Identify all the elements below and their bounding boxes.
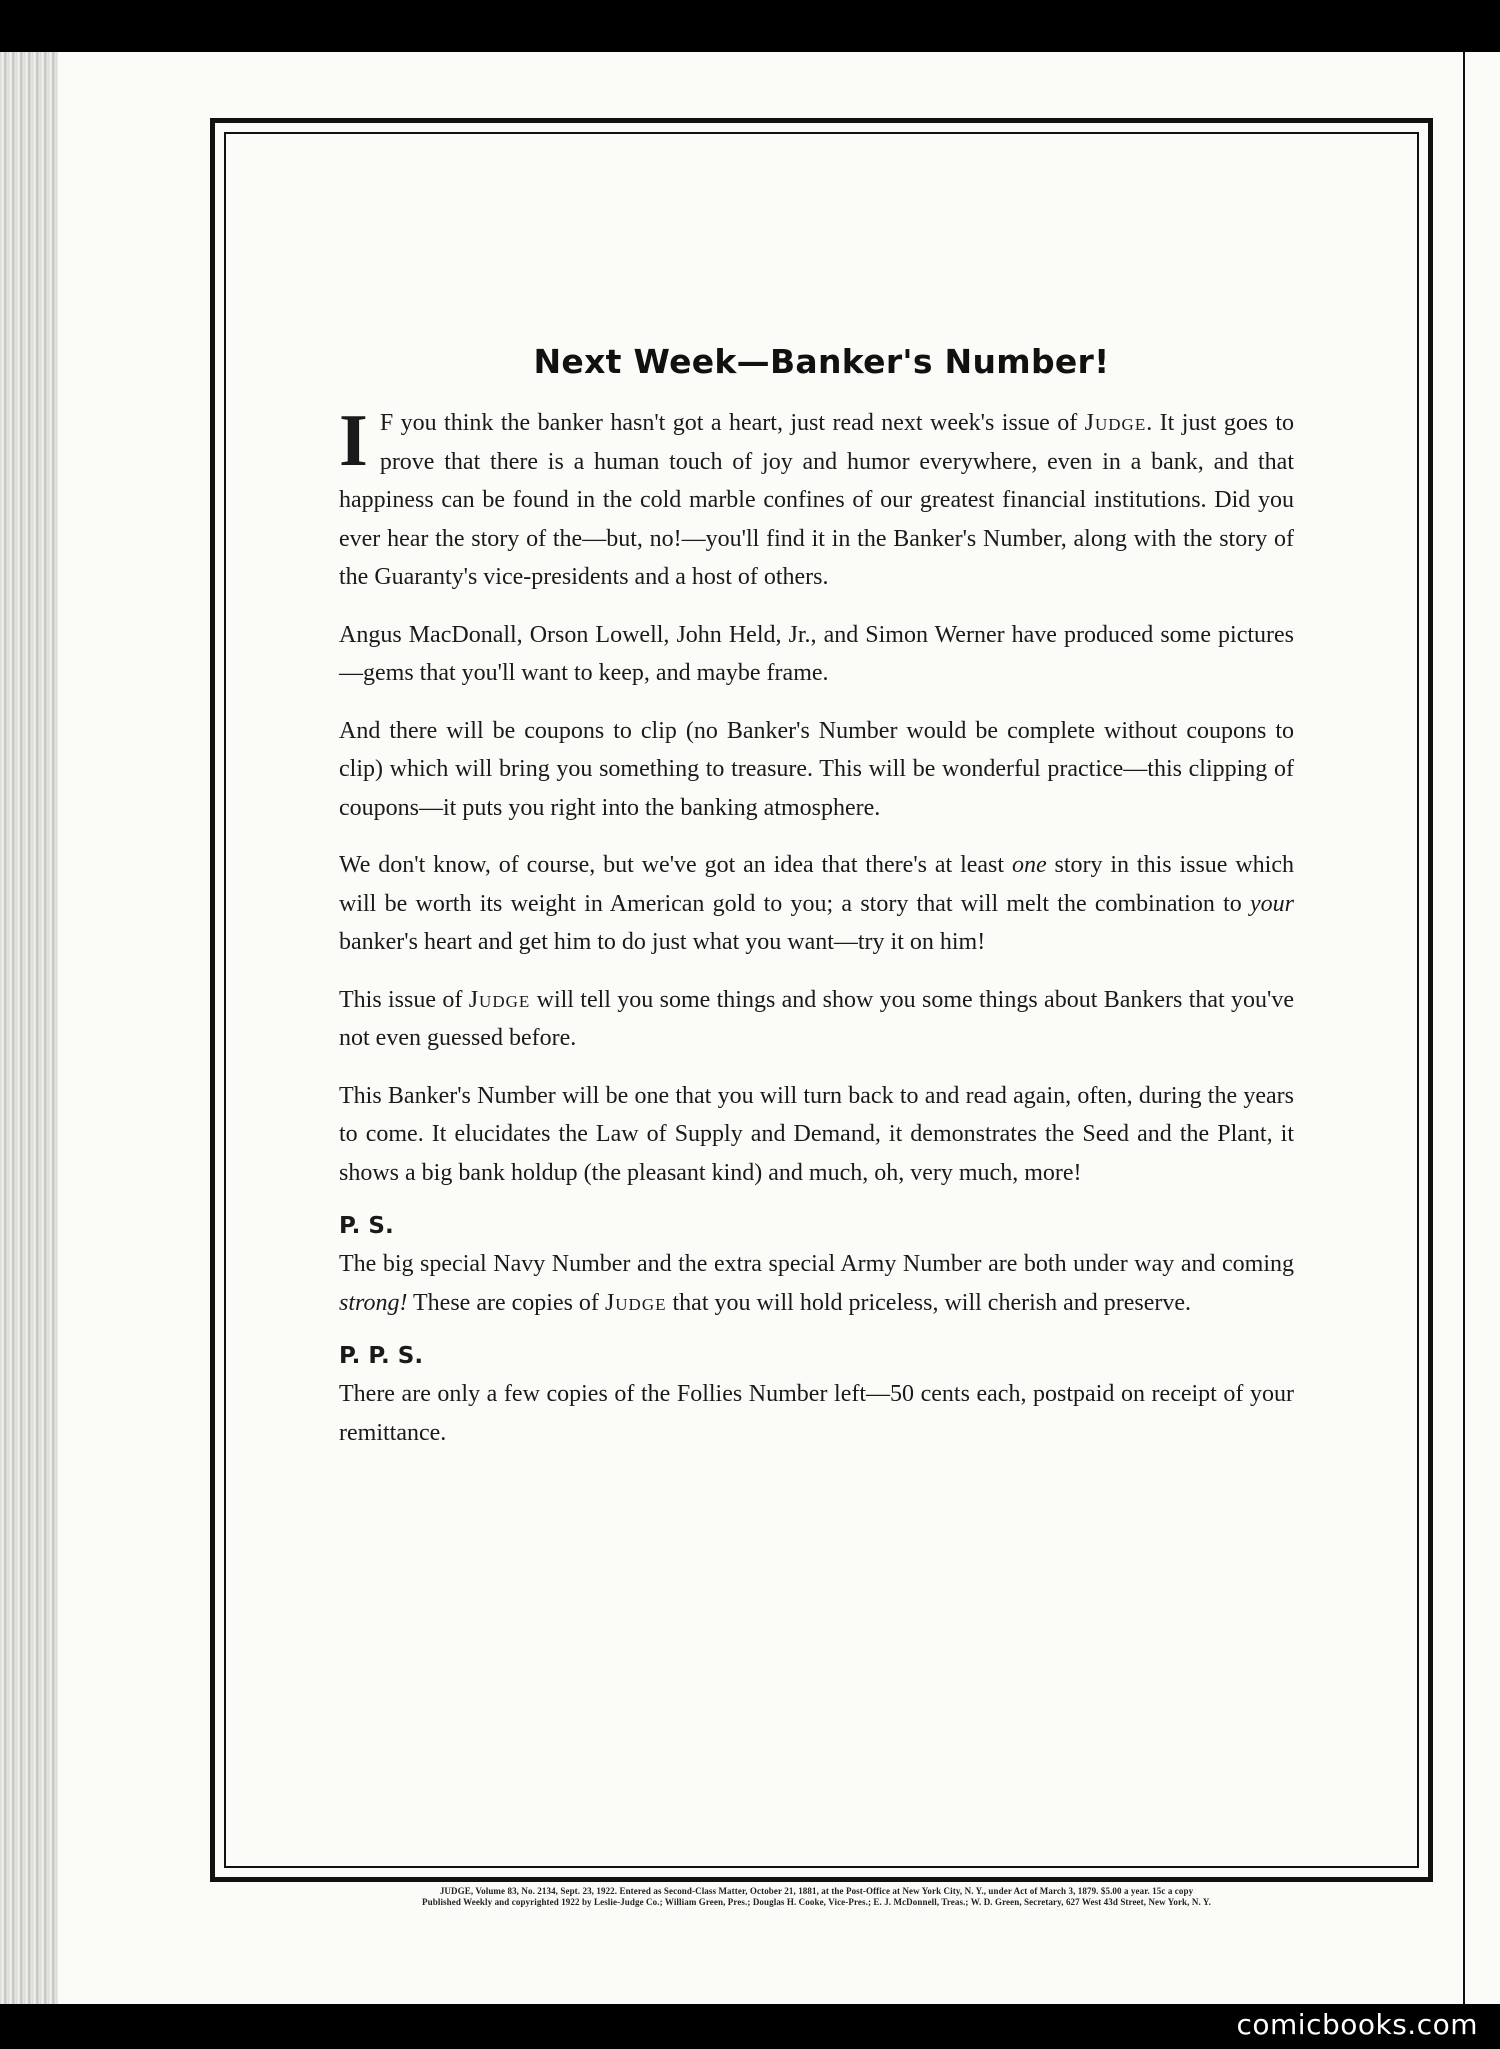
page-title: Next Week—Banker's Number!	[533, 342, 1110, 381]
judge-title: Judge	[604, 1289, 667, 1316]
site-watermark: comicbooks.com	[1236, 2008, 1478, 2041]
paragraph-coupons: And there will be coupons to clip (no Banker's Number would be complete without coupons to clip) which will bring you something to treasure. This will be wonderful practice—this clipping of coupons—it puts you right into the banking atmosphere.	[339, 717, 1294, 821]
publication-footer	[210, 1886, 1423, 1908]
paragraph-artists: Angus MacDonall, Orson Lowell, John Held, Jr., and Simon Werner have produced some pictures—gems that you'll want to keep, and maybe frame.	[339, 621, 1294, 686]
ps-label: P. S.	[339, 1213, 394, 1239]
paragraph-issue: This issue of Judge will tell you some things and show you some things about Bankers that you've not even guessed before.	[339, 986, 1294, 1051]
paragraph-ps: The big special Navy Number and the extra special Army Number are both under way and coming strong! These are copies of Judge that you will hold priceless, will cherish and preserve.	[339, 1251, 1294, 1316]
pps-label: P. P. S.	[339, 1343, 424, 1369]
drop-cap: I	[339, 400, 368, 482]
judge-title: Judge	[468, 986, 531, 1013]
paragraph-number: This Banker's Number will be one that you will turn back to and read again, often, during the years to come. It elucidates the Law of Supply and Demand, it demonstrates the Seed and the Plant, it shows a big bank holdup (the pleasant kind) and much, oh, very much, more!	[339, 1082, 1294, 1186]
facing-page-edge	[1463, 52, 1500, 2004]
page-border	[210, 118, 1433, 1882]
footer-line-1: JUDGE, Volume 83, No. 2134, Sept. 23, 1922. Entered as Second-Class Matter, October 21, 1881, at the Post-Office at New York City, N. Y., under Act of March 3, 1879. $5.00 a year. 15c a copy	[439, 1886, 1194, 1896]
paragraph-intro: I F you think the banker hasn't got a heart, just read next week's issue of Judge. It just goes to prove that there is a human touch of joy and humor everywhere, even in a bank, and that happiness can be found in the cold marble confines of our greatest financial institutions. Did you ever hear the story of the—but, no!—you'll find it in the Banker's Number, along with the story of the Guaranty's vice-presidents and a host of others.	[339, 400, 1294, 590]
article-body	[339, 400, 1294, 1471]
judge-title: Judge	[1084, 410, 1147, 436]
paragraph-story: We don't know, of course, but we've got an idea that there's at least one story in this issue which will be worth its weight in American gold to you; a story that will melt the combination to your banker's heart and get him to do just what you want—try it on him!	[339, 852, 1294, 955]
paragraph-pps: There are only a few copies of the Follies Number left—50 cents each, postpaid on receipt of your remittance.	[339, 1381, 1294, 1446]
footer-line-2: Published Weekly and copyrighted 1922 by Leslie-Judge Co.; William Green, Pres.; Douglas H. Cooke, Vice-Pres.; E. J. McDonnell, Treas.; W. D. Green, Secretary, 627 West 43d Street, New York, N. Y.	[422, 1897, 1211, 1907]
